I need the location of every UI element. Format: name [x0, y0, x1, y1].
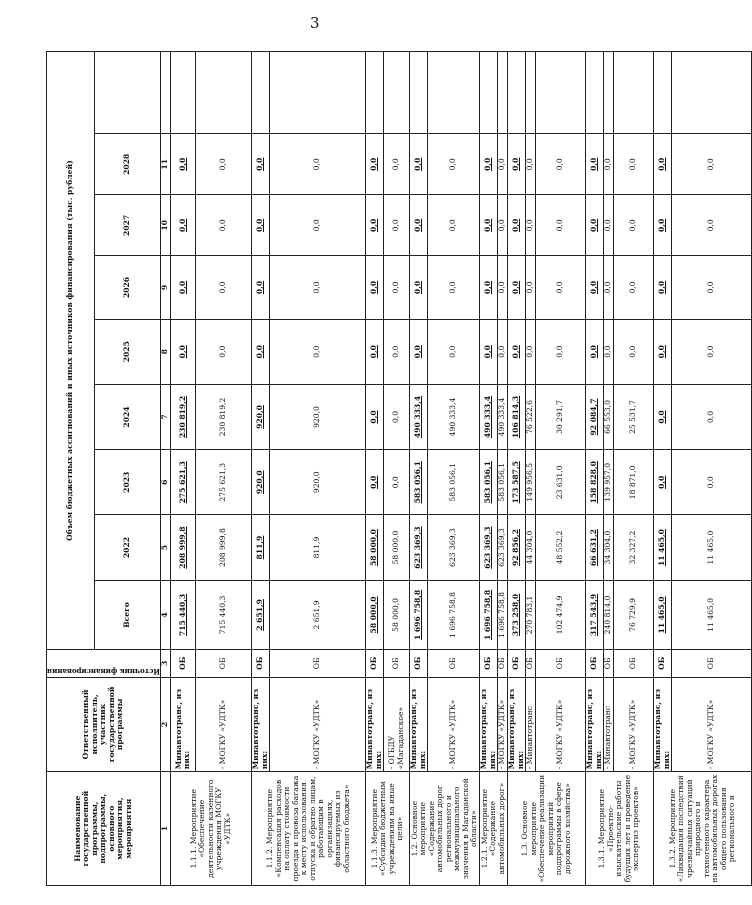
blank-cell — [480, 52, 498, 134]
value-cell: 0,0 — [614, 319, 654, 384]
value-cell: 715 440,3 — [171, 580, 196, 649]
table-row — [270, 52, 366, 886]
activity-name: 1.3.1. Мероприятие «Проектно-изыскательские работы будущих лет и проведение экспертиз проектов» — [586, 772, 654, 886]
blank-cell — [252, 52, 270, 134]
value-cell: 583 056,1 — [428, 450, 480, 515]
value-cell: 76 729,9 — [614, 580, 654, 649]
value-cell: 0,0 — [508, 256, 526, 319]
value-cell: 0,0 — [604, 256, 614, 319]
value-cell: 0,0 — [498, 134, 508, 195]
blank-cell — [196, 52, 252, 134]
value-cell: 230 819,2 — [196, 384, 252, 449]
executor-cell: Минавтотранс, из них: — [410, 677, 428, 772]
value-cell: 811,9 — [270, 515, 366, 580]
table-row — [672, 52, 752, 886]
source-cell: ОБ — [498, 650, 508, 677]
value-cell: 0,0 — [428, 256, 480, 319]
value-cell: 275 621,3 — [171, 450, 196, 515]
source-cell: ОБ — [480, 650, 498, 677]
value-cell: 0,0 — [270, 134, 366, 195]
activity-name: 1.1.3. Мероприятие «Субсидии бюджетным учреждениям на иные цели» — [366, 772, 410, 886]
value-cell: 158 828,0 — [586, 450, 604, 515]
header-executor: Ответственный исполнитель, участник государственной программы — [47, 677, 161, 772]
value-cell: 0,0 — [252, 134, 270, 195]
value-cell: 583 056,1 — [498, 450, 508, 515]
header-year-total: Всего — [94, 580, 160, 649]
value-cell: 58 000,0 — [366, 580, 384, 649]
value-cell: 11 465,0 — [654, 515, 672, 580]
value-cell: 32 327,2 — [614, 515, 654, 580]
header-source — [47, 650, 161, 677]
activity-name: 1.1.1. Мероприятие «Обеспечение деятельности казенного учреждения МОГКУ «УДТК» — [171, 772, 252, 886]
value-cell: 0,0 — [498, 195, 508, 256]
activity-name: 1.2. Основное мероприятие «Содержание автомобильных дорог регионального и межмуниципального значения в Магаданской области» — [410, 772, 480, 886]
source-cell: ОБ — [366, 650, 384, 677]
value-cell: 0,0 — [366, 195, 384, 256]
value-cell: 920,0 — [252, 450, 270, 515]
value-cell: 208 999,8 — [171, 515, 196, 580]
value-cell: 0,0 — [252, 256, 270, 319]
header-year-2023: 2023 — [94, 450, 160, 515]
value-cell: 0,0 — [508, 319, 526, 384]
value-cell: 490 333,4 — [498, 384, 508, 449]
value-cell: 0,0 — [366, 256, 384, 319]
table-row — [654, 52, 672, 886]
value-cell: 0,0 — [252, 319, 270, 384]
source-cell: ОБ — [672, 650, 752, 677]
value-cell: 208 999,8 — [196, 515, 252, 580]
page-number: 3 — [310, 14, 320, 32]
value-cell: 0,0 — [410, 195, 428, 256]
table-row — [252, 52, 270, 886]
value-cell: 139 957,0 — [604, 450, 614, 515]
value-cell: 920,0 — [270, 450, 366, 515]
executor-cell: - ОГБДУ «Магаданское» — [384, 677, 410, 772]
activity-name: 1.1.2. Мероприятие «Компенсация расходов на оплату стоимости проезда и провоза багажа к месту использования отпуска и обратно лицам, работающим в организациях, финансируемых из областного бюджета» — [252, 772, 366, 886]
table-row — [410, 52, 428, 886]
value-cell: 0,0 — [536, 256, 586, 319]
value-cell: 0,0 — [366, 134, 384, 195]
value-cell: 0,0 — [252, 195, 270, 256]
value-cell: 0,0 — [604, 319, 614, 384]
header-volume: Объем бюджетных ассигнований и иных источников финансирования (тыс. рублей) — [47, 52, 95, 650]
value-cell: 34 304,0 — [604, 515, 614, 580]
blank-cell — [384, 52, 410, 134]
value-cell: 0,0 — [526, 319, 536, 384]
value-cell: 583 056,1 — [410, 450, 428, 515]
table-row — [526, 52, 536, 886]
value-cell: 18 871,0 — [614, 450, 654, 515]
executor-cell: Минавтотранс, из них: — [480, 677, 498, 772]
value-cell: 0,0 — [672, 134, 752, 195]
value-cell: 11 465,0 — [672, 580, 752, 649]
col-number: 10 — [161, 195, 171, 256]
table-row — [171, 52, 196, 886]
blank-cell — [366, 52, 384, 134]
value-cell: 58 000,0 — [384, 580, 410, 649]
value-cell: 583 056,1 — [480, 450, 498, 515]
source-cell: ОБ — [586, 650, 604, 677]
value-cell: 76 522,6 — [526, 384, 536, 449]
blank-cell — [654, 52, 672, 134]
source-cell: ОБ — [614, 650, 654, 677]
value-cell: 0,0 — [672, 195, 752, 256]
value-cell: 66 631,2 — [586, 515, 604, 580]
value-cell: 0,0 — [270, 195, 366, 256]
value-cell: 102 474,9 — [536, 580, 586, 649]
table-row — [480, 52, 498, 886]
value-cell: 0,0 — [586, 195, 604, 256]
value-cell: 920,0 — [270, 384, 366, 449]
value-cell: 0,0 — [498, 256, 508, 319]
table-row — [428, 52, 480, 886]
blank-cell — [270, 52, 366, 134]
value-cell: 270 783,1 — [526, 580, 536, 649]
value-cell: 373 258,0 — [508, 580, 526, 649]
source-cell: ОБ — [410, 650, 428, 677]
value-cell: 106 814,3 — [508, 384, 526, 449]
col-number: 11 — [161, 134, 171, 195]
col-number-blank — [161, 52, 171, 134]
executor-cell: - МОГКУ «УДТК» — [498, 677, 508, 772]
value-cell: 0,0 — [654, 384, 672, 449]
source-cell: ОБ — [604, 650, 614, 677]
value-cell: 58 000,0 — [366, 515, 384, 580]
table-row — [508, 52, 526, 886]
value-cell: 0,0 — [410, 134, 428, 195]
value-cell: 0,0 — [508, 195, 526, 256]
value-cell: 0,0 — [614, 134, 654, 195]
col-number: 8 — [161, 319, 171, 384]
value-cell: 66 553,0 — [604, 384, 614, 449]
table-body — [171, 52, 752, 886]
col-number: 7 — [161, 384, 171, 449]
value-cell: 0,0 — [171, 256, 196, 319]
col-number: 3 — [161, 650, 171, 677]
value-cell: 1 696 758,8 — [428, 580, 480, 649]
value-cell: 0,0 — [480, 319, 498, 384]
value-cell: 1 696 758,8 — [498, 580, 508, 649]
value-cell: 0,0 — [196, 195, 252, 256]
value-cell: 0,0 — [480, 134, 498, 195]
value-cell: 0,0 — [384, 134, 410, 195]
value-cell: 623 369,3 — [410, 515, 428, 580]
value-cell: 0,0 — [384, 319, 410, 384]
value-cell: 0,0 — [366, 319, 384, 384]
source-cell: ОБ — [252, 650, 270, 677]
table-row — [498, 52, 508, 886]
value-cell: 0,0 — [586, 319, 604, 384]
value-cell: 0,0 — [654, 195, 672, 256]
value-cell: 0,0 — [654, 256, 672, 319]
table-row — [604, 52, 614, 886]
blank-cell — [428, 52, 480, 134]
header-year-2022: 2022 — [94, 515, 160, 580]
value-cell: 0,0 — [410, 319, 428, 384]
financing-table — [46, 51, 752, 886]
activity-name: 1.2.1. Мероприятие «Содержание автомобильных дорог» — [480, 772, 508, 886]
blank-cell — [614, 52, 654, 134]
value-cell: 1 696 758,8 — [480, 580, 498, 649]
col-number: 2 — [161, 677, 171, 772]
source-cell: ОБ — [384, 650, 410, 677]
value-cell: 44 304,0 — [526, 515, 536, 580]
value-cell: 11 465,0 — [672, 515, 752, 580]
column-number-row — [161, 52, 171, 886]
blank-cell — [526, 52, 536, 134]
value-cell: 0,0 — [498, 319, 508, 384]
blank-cell — [672, 52, 752, 134]
value-cell: 0,0 — [384, 195, 410, 256]
table-row — [384, 52, 410, 886]
value-cell: 0,0 — [410, 256, 428, 319]
value-cell: 0,0 — [384, 384, 410, 449]
source-cell: ОБ — [171, 650, 196, 677]
header-source-text: Источник финансирования — [47, 666, 161, 676]
value-cell: 0,0 — [536, 134, 586, 195]
value-cell: 0,0 — [480, 256, 498, 319]
executor-cell: - МОГКУ «УДТК» — [270, 677, 366, 772]
header-year-2027: 2027 — [94, 195, 160, 256]
value-cell: 11 465,0 — [654, 580, 672, 649]
value-cell: 0,0 — [196, 256, 252, 319]
value-cell: 0,0 — [526, 134, 536, 195]
value-cell: 0,0 — [526, 256, 536, 319]
header-year-2024: 2024 — [94, 384, 160, 449]
blank-cell — [536, 52, 586, 134]
value-cell: 0,0 — [672, 319, 752, 384]
executor-cell: Минавтотранс, из них: — [654, 677, 672, 772]
col-number: 5 — [161, 515, 171, 580]
value-cell: 490 333,4 — [428, 384, 480, 449]
value-cell: 0,0 — [672, 256, 752, 319]
col-number: 9 — [161, 256, 171, 319]
value-cell: 92 084,7 — [586, 384, 604, 449]
value-cell: 48 552,2 — [536, 515, 586, 580]
blank-cell — [410, 52, 428, 134]
executor-cell: - МОГКУ «УДТК» — [536, 677, 586, 772]
value-cell: 0,0 — [526, 195, 536, 256]
header-year-2026: 2026 — [94, 256, 160, 319]
value-cell: 0,0 — [270, 319, 366, 384]
value-cell: 0,0 — [604, 134, 614, 195]
source-cell: ОБ — [428, 650, 480, 677]
value-cell: 0,0 — [672, 384, 752, 449]
value-cell: 0,0 — [604, 195, 614, 256]
activity-name: 1.3. Основное мероприятие «Обеспечение реализации мероприятий подпрограммы в сфере дорожного хозяйства» — [508, 772, 586, 886]
executor-cell: Минавтотранс, из них: — [586, 677, 604, 772]
value-cell: 92 856,2 — [508, 515, 526, 580]
value-cell: 275 621,3 — [196, 450, 252, 515]
value-cell: 0,0 — [536, 319, 586, 384]
value-cell: 0,0 — [196, 134, 252, 195]
blank-cell — [586, 52, 604, 134]
header-name: Наименование государственной программы, подпрограммы, основного мероприятия, мероприятия — [47, 772, 161, 886]
executor-cell: - Минавтотранс — [526, 677, 536, 772]
executor-cell: Минавтотранс, из них: — [508, 677, 526, 772]
value-cell: 58 000,0 — [384, 515, 410, 580]
col-number: 4 — [161, 580, 171, 649]
value-cell: 0,0 — [480, 195, 498, 256]
executor-cell: Минавтотранс, из них: — [252, 677, 270, 772]
value-cell: 0,0 — [614, 195, 654, 256]
source-cell: ОБ — [196, 650, 252, 677]
value-cell: 25 531,7 — [614, 384, 654, 449]
table-row — [196, 52, 252, 886]
col-number: 1 — [161, 772, 171, 886]
value-cell: 317 543,9 — [586, 580, 604, 649]
executor-cell: Минавтотранс, из них: — [366, 677, 384, 772]
source-cell: ОБ — [654, 650, 672, 677]
value-cell: 0,0 — [586, 256, 604, 319]
source-cell: ОБ — [526, 650, 536, 677]
table-row — [586, 52, 604, 886]
value-cell: 0,0 — [654, 450, 672, 515]
value-cell: 0,0 — [366, 450, 384, 515]
value-cell: 811,9 — [252, 515, 270, 580]
header-year-2028: 2028 — [94, 134, 160, 195]
value-cell: 0,0 — [428, 195, 480, 256]
rotated-table-container — [46, 51, 737, 886]
source-cell: ОБ — [536, 650, 586, 677]
value-cell: 623 369,3 — [498, 515, 508, 580]
value-cell: 0,0 — [384, 450, 410, 515]
value-cell: 623 369,3 — [428, 515, 480, 580]
source-cell: ОБ — [270, 650, 366, 677]
value-cell: 0,0 — [614, 256, 654, 319]
value-cell: 0,0 — [672, 450, 752, 515]
value-cell: 1 696 758,8 — [410, 580, 428, 649]
executor-cell: - МОГКУ «УДТК» — [672, 677, 752, 772]
value-cell: 0,0 — [654, 134, 672, 195]
header-blank-col — [94, 52, 160, 134]
executor-cell: - МОГКУ «УДТК» — [428, 677, 480, 772]
value-cell: 0,0 — [196, 319, 252, 384]
executor-cell: - Минавтотранс — [604, 677, 614, 772]
value-cell: 23 631,0 — [536, 450, 586, 515]
value-cell: 0,0 — [384, 256, 410, 319]
activity-name: 1.3.2. Мероприятие «Ликвидация последствий чрезвычайных ситуаций природного и техногенного характера на автомобильных дорогах общего пользования регионального и — [654, 772, 752, 886]
blank-cell — [508, 52, 526, 134]
value-cell: 0,0 — [508, 134, 526, 195]
value-cell: 0,0 — [171, 195, 196, 256]
value-cell: 920,0 — [252, 384, 270, 449]
table-row — [366, 52, 384, 886]
blank-cell — [498, 52, 508, 134]
blank-cell — [604, 52, 614, 134]
value-cell: 0,0 — [428, 134, 480, 195]
value-cell: 490 333,4 — [410, 384, 428, 449]
value-cell: 0,0 — [366, 384, 384, 449]
value-cell: 173 587,5 — [508, 450, 526, 515]
executor-cell: - МОГКУ «УДТК» — [196, 677, 252, 772]
source-cell: ОБ — [508, 650, 526, 677]
executor-cell: - МОГКУ «УДТК» — [614, 677, 654, 772]
value-cell: 623 369,3 — [480, 515, 498, 580]
header-year-2025: 2025 — [94, 319, 160, 384]
value-cell: 30 291,7 — [536, 384, 586, 449]
table-row — [614, 52, 654, 886]
value-cell: 0,0 — [270, 256, 366, 319]
value-cell: 230 819,2 — [171, 384, 196, 449]
value-cell: 0,0 — [586, 134, 604, 195]
value-cell: 240 814,0 — [604, 580, 614, 649]
table-row — [536, 52, 586, 886]
value-cell: 0,0 — [171, 319, 196, 384]
blank-cell — [171, 52, 196, 134]
value-cell: 2 651,9 — [270, 580, 366, 649]
value-cell: 2 651,9 — [252, 580, 270, 649]
value-cell: 149 956,5 — [526, 450, 536, 515]
value-cell: 715 440,3 — [196, 580, 252, 649]
value-cell: 490 333,4 — [480, 384, 498, 449]
value-cell: 0,0 — [428, 319, 480, 384]
executor-cell: Минавтотранс, из них: — [171, 677, 196, 772]
value-cell: 0,0 — [536, 195, 586, 256]
col-number: 6 — [161, 450, 171, 515]
value-cell: 0,0 — [171, 134, 196, 195]
value-cell: 0,0 — [654, 319, 672, 384]
